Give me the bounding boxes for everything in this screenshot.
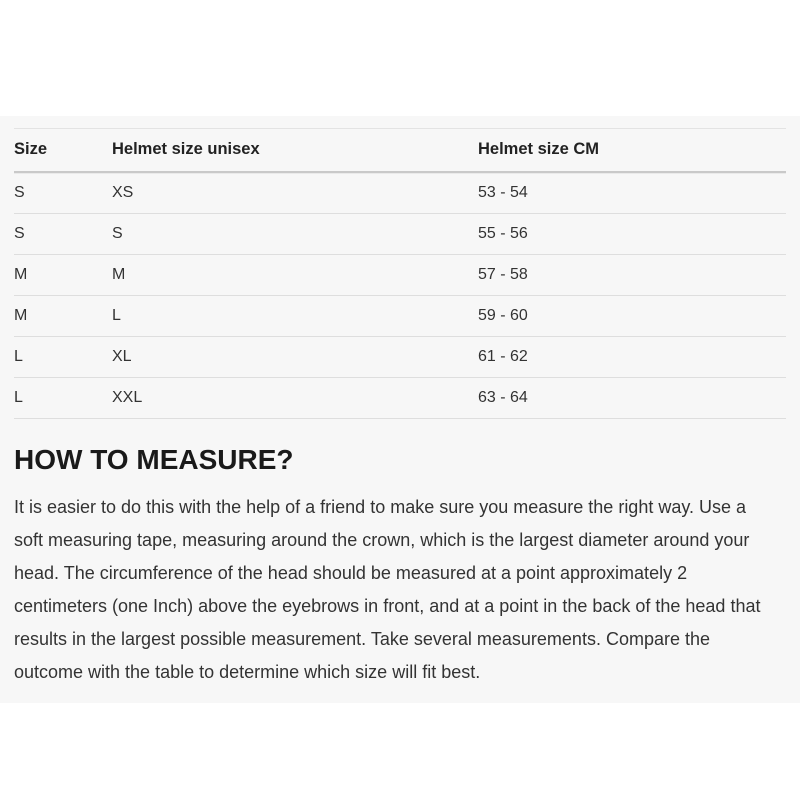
column-header-size: Size: [14, 129, 112, 173]
cell-cm: 53 - 54: [478, 172, 786, 214]
cell-cm: 59 - 60: [478, 296, 786, 337]
column-header-cm: Helmet size CM: [478, 129, 786, 173]
cell-size: M: [14, 255, 112, 296]
cell-cm: 61 - 62: [478, 337, 786, 378]
table-row: [14, 378, 786, 419]
cell-unisex: L: [112, 296, 478, 337]
content-panel: [0, 116, 800, 703]
table-row: [14, 255, 786, 296]
cell-unisex: M: [112, 255, 478, 296]
cell-unisex: S: [112, 214, 478, 255]
cell-unisex: XL: [112, 337, 478, 378]
cell-cm: 57 - 58: [478, 255, 786, 296]
size-chart-header-row: [14, 129, 786, 173]
how-to-measure-text: It is easier to do this with the help of a friend to make sure you measure the right way. Use a soft measuring tape, measuring around the crown, which is the largest diameter around your head. The circumference of the head should be measured at a point approximately 2 centimeters (one Inch) above the eyebrows in front, and at a point in the back of the head that results in the largest possible measurement. Take several measurements. Compare the outcome with the table to determine which size will fit best.: [14, 497, 761, 682]
table-row: [14, 214, 786, 255]
column-header-unisex: Helmet size unisex: [112, 129, 478, 173]
cell-size: S: [14, 214, 112, 255]
how-to-measure-heading: HOW TO MEASURE?: [14, 444, 294, 475]
cell-unisex: XS: [112, 172, 478, 214]
table-row: [14, 296, 786, 337]
table-row: [14, 172, 786, 214]
cell-cm: 63 - 64: [478, 378, 786, 419]
cell-size: M: [14, 296, 112, 337]
table-row: [14, 337, 786, 378]
cell-size: L: [14, 378, 112, 419]
cell-cm: 55 - 56: [478, 214, 786, 255]
size-chart-table: [14, 128, 786, 419]
cell-size: L: [14, 337, 112, 378]
cell-unisex: XXL: [112, 378, 478, 419]
cell-size: S: [14, 172, 112, 214]
